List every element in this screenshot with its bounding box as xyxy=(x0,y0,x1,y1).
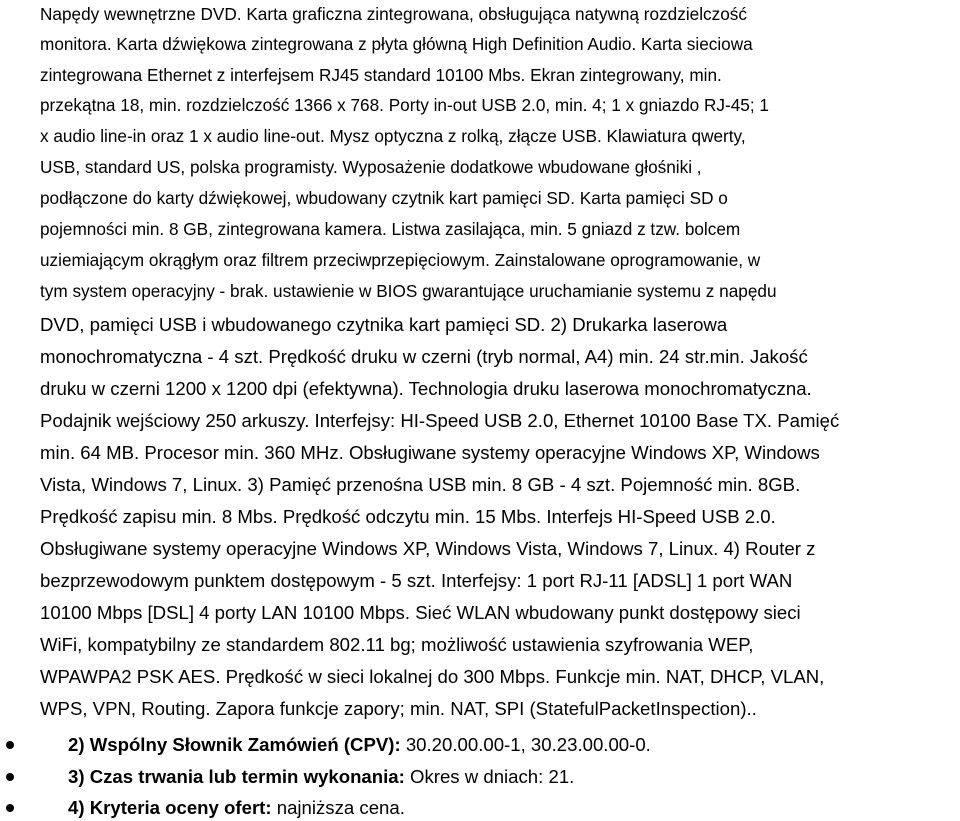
text-line: WPAWPA2 PSK AES. Prędkość w sieci lokalnej do 300 Mbps. Funkcje min. NAT, DHCP, VLAN, xyxy=(40,666,825,687)
list-item-text xyxy=(68,732,651,758)
text-line: tym system operacyjny - brak. ustawienie w BIOS gwarantujące uruchamianie systemu z napędu xyxy=(40,281,777,301)
text-line: uziemiającym okrągłym oraz filtrem przeciwprzepięciowym. Zainstalowane oprogramowanie, w xyxy=(40,250,761,270)
list-item-value: 30.20.00.00-1, 30.23.00.00-0. xyxy=(400,734,651,755)
text-line: Vista, Windows 7, Linux. 3) Pamięć przenośna USB min. 8 GB - 4 szt. Pojemność min. 8GB. xyxy=(40,474,801,495)
text-line: Prędkość zapisu min. 8 Mbs. Prędkość odczytu min. 15 Mbs. Interfejs HI-Speed USB 2.0. xyxy=(40,506,776,527)
list-item-text xyxy=(68,764,574,790)
list-item xyxy=(0,764,960,790)
list-item-label: 4) Kryteria oceny ofert: xyxy=(68,797,272,818)
list-item xyxy=(0,795,960,821)
text-line: USB, standard US, polska programisty. Wyposażenie dodatkowe wbudowane głośniki , xyxy=(40,157,702,177)
text-line: zintegrowana Ethernet z interfejsem RJ45 standard 10100 Mbs. Ekran zintegrowany, min. xyxy=(40,65,722,85)
text-line: bezprzewodowym punktem dostępowym - 5 szt. Interfejsy: 1 port RJ-11 [ADSL] 1 port WAN xyxy=(40,570,793,591)
text-line: monochromatyczna - 4 szt. Prędkość druku w czerni (tryb normal, A4) min. 24 str.min. Jakość xyxy=(40,346,808,367)
bullet-icon xyxy=(6,773,14,781)
text-line: Obsługiwane systemy operacyjne Windows XP, Windows Vista, Windows 7, Linux. 4) Router z xyxy=(40,538,816,559)
text-line: druku w czerni 1200 x 1200 dpi (efektywna). Technologia druku laserowa monochromatyczna. xyxy=(40,378,812,399)
text-line: WiFi, kompatybilny ze standardem 802.11 bg; możliwość ustawienia szyfrowania WEP, xyxy=(40,634,754,655)
text-line: monitora. Karta dźwiękowa zintegrowana z płyta główną High Definition Audio. Karta sieciowa xyxy=(40,34,753,54)
list-item xyxy=(0,732,960,758)
text-line: 10100 Mbps [DSL] 4 porty LAN 10100 Mbps. Sieć WLAN wbudowany punkt dostępowy sieci xyxy=(40,602,801,623)
text-line: podłączone do karty dźwiękowej, wbudowany czytnik kart pamięci SD. Karta pamięci SD o xyxy=(40,188,728,208)
text-line: WPS, VPN, Routing. Zapora funkcje zapory; min. NAT, SPI (StatefulPacketInspection).. xyxy=(40,698,757,719)
text-line: Podajnik wejściowy 250 arkuszy. Interfejsy: HI-Speed USB 2.0, Ethernet 10100 Base TX. Pamięć xyxy=(40,410,840,431)
text-line: x audio line-in oraz 1 x audio line-out. Mysz optyczna z rolką, złącze USB. Klawiatura qwerty, xyxy=(40,126,746,146)
list-item-value: najniższa cena. xyxy=(271,797,405,818)
text-line: przekątna 18, min. rozdzielczość 1366 x 768. Porty in-out USB 2.0, min. 4; 1 x gniazdo RJ-45; 1 xyxy=(40,95,769,115)
bullet-icon xyxy=(6,741,14,749)
text-line: min. 64 MB. Procesor min. 360 MHz. Obsługiwane systemy operacyjne Windows XP, Windows xyxy=(40,442,820,463)
list-item-value: Okres w dniach: 21. xyxy=(404,766,575,787)
text-line: Napędy wewnętrzne DVD. Karta graficzna zintegrowana, obsługująca natywną rozdzielczość xyxy=(40,4,747,24)
list-item-label: 3) Czas trwania lub termin wykonania: xyxy=(68,766,405,787)
text-line: DVD, pamięci USB i wbudowanego czytnika kart pamięci SD. 2) Drukarka laserowa xyxy=(40,314,728,335)
list-item-text xyxy=(68,795,405,821)
list-item-label: 2) Wspólny Słownik Zamówień (CPV): xyxy=(68,734,401,755)
bullet-icon xyxy=(6,804,14,812)
text-line: pojemności min. 8 GB, zintegrowana kamera. Listwa zasilająca, min. 5 gniazd z tzw. bolcem xyxy=(40,219,741,239)
